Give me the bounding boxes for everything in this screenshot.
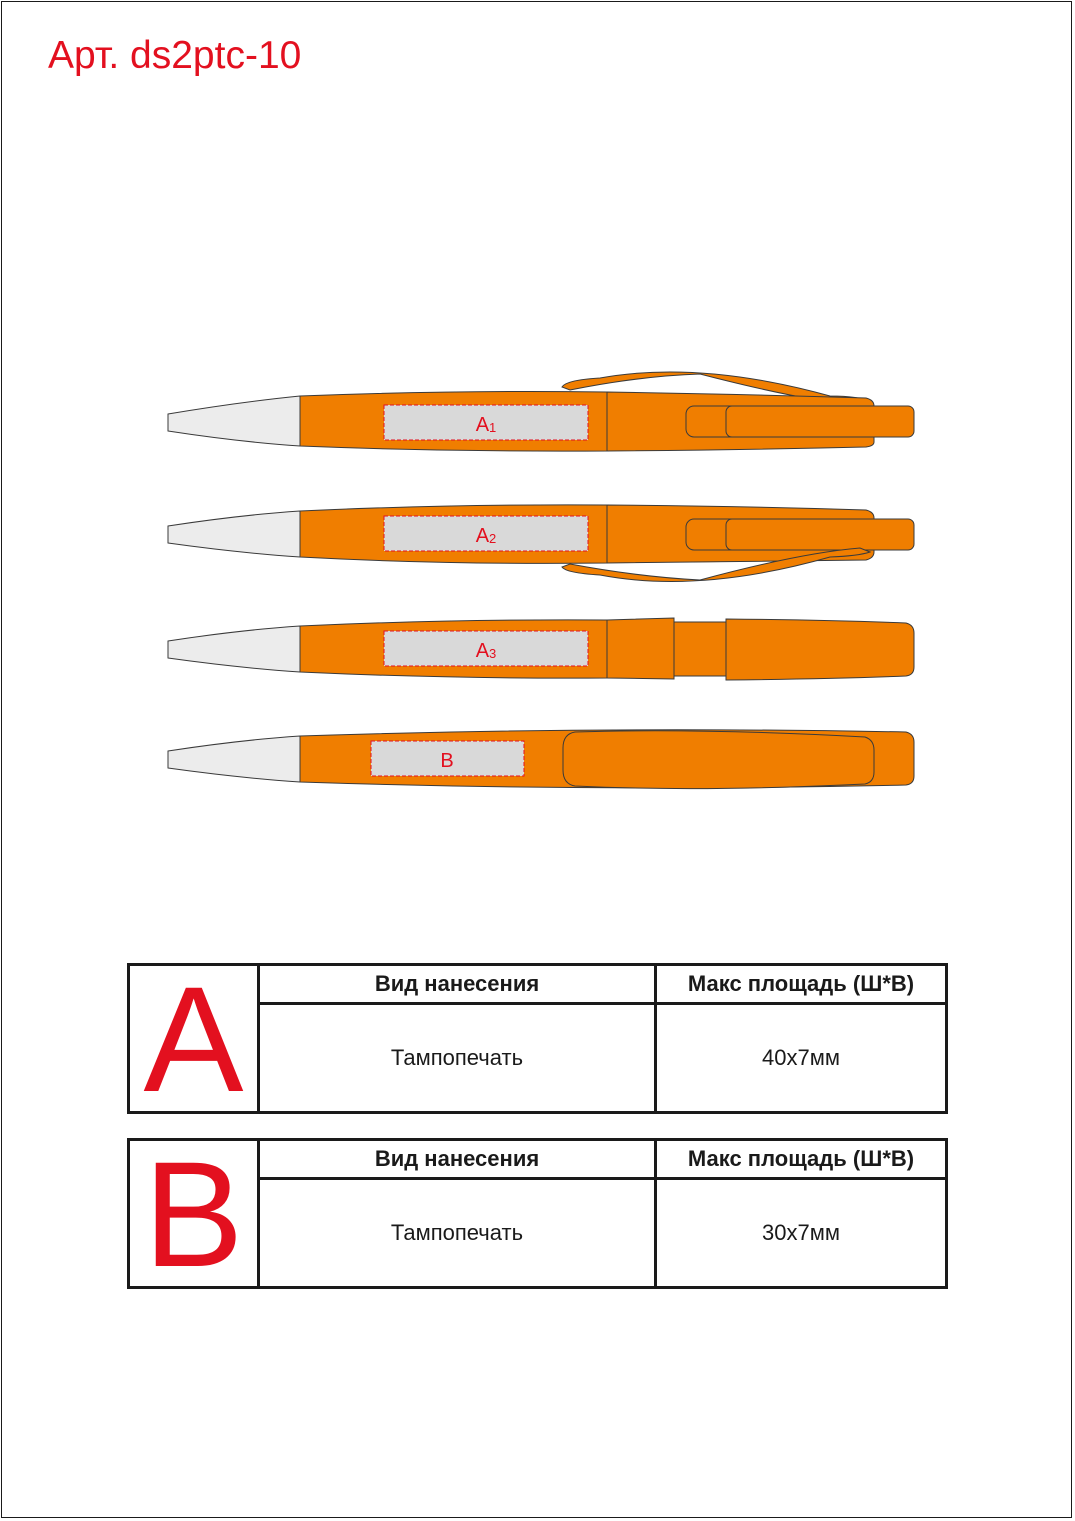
pen-plunger xyxy=(674,622,726,676)
print-area-label: B xyxy=(440,750,454,772)
pen-plunger xyxy=(726,406,914,437)
method-value: Тампопечать xyxy=(259,1004,656,1113)
header-area: Макс площадь (Ш*В) xyxy=(656,1140,947,1179)
pen-cap xyxy=(607,618,674,679)
pen-end xyxy=(726,619,914,680)
print-area-label: A2 xyxy=(475,525,497,547)
pen-view-a3 xyxy=(168,618,914,680)
pen-tip xyxy=(168,626,300,672)
area-value: 40x7мм xyxy=(656,1004,947,1113)
pen-tip xyxy=(168,396,300,446)
spec-table-b xyxy=(127,1129,948,1298)
zone-letter: B xyxy=(129,1140,259,1288)
pen-clip xyxy=(563,731,874,789)
header-method: Вид нанесения xyxy=(259,1140,656,1179)
pen-tip xyxy=(168,511,300,557)
print-area-label: A3 xyxy=(475,640,497,662)
pen-tip xyxy=(168,736,300,782)
method-value: Тампопечать xyxy=(259,1179,656,1288)
print-area-label: A1 xyxy=(475,414,497,436)
spec-table-a xyxy=(127,954,948,1123)
zone-letter: A xyxy=(129,965,259,1113)
pen-view-a1 xyxy=(168,372,914,451)
pen-plunger xyxy=(726,519,914,550)
header-method: Вид нанесения xyxy=(259,965,656,1004)
pen-view-b xyxy=(168,730,914,789)
article-title: Арт. ds2ptc-10 xyxy=(48,34,302,77)
pen-view-a2 xyxy=(168,505,914,582)
header-area: Макс площадь (Ш*В) xyxy=(656,965,947,1004)
area-value: 30x7мм xyxy=(656,1179,947,1288)
